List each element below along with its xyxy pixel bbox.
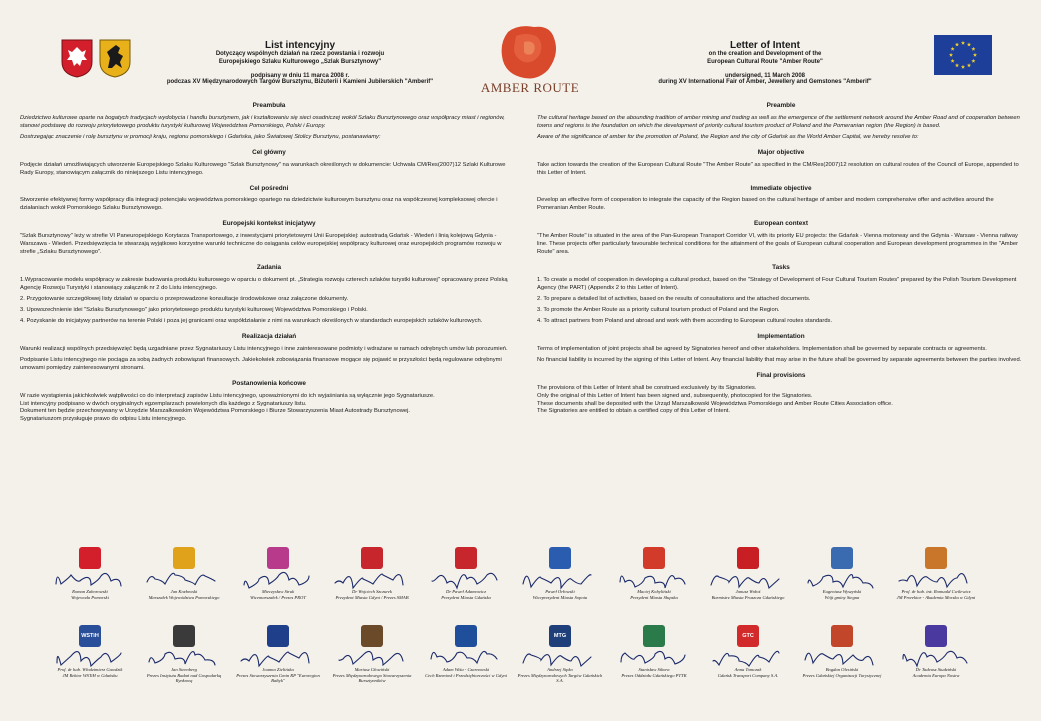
right-heading-immediate-objective: Immediate objective — [750, 184, 812, 192]
left-signed-date: podpisany w dniu 11 marca 2008 r. — [250, 72, 350, 79]
signatory-title: Prezes Międzynarodowego Stowarzyszenia Bursztynników — [332, 672, 412, 684]
right-header — [620, 40, 910, 86]
signatory — [703, 625, 793, 678]
left-task-3: 3. Upowszechnienie idei "Szlaku Bursztynowego" jako priorytetowego produktu turystyki kulturowej Województwa Pomorskiego i Polski. — [20, 306, 368, 313]
signatory-name: Prof. dr hab. inż. Romuald Cwilewicz — [901, 589, 971, 594]
left-heading-preamble: Preambuła — [252, 102, 286, 109]
english-text-column — [537, 95, 1025, 416]
right-heading-tasks: Tasks — [772, 264, 790, 272]
signatory-name: Joanna Zielińska — [262, 667, 294, 672]
signatory-emblem-icon — [831, 625, 853, 647]
signatory — [233, 547, 323, 600]
signatory-emblem-icon — [79, 547, 101, 569]
left-intermediate-goal-para: Stworzenie efektywnej formy współpracy dla integracji potencjału województwa pomorskiego opartego na dziedzictwie kulturowym bursztynu oraz na współczesnej kompleksowej ofercie i działaniach wokół Pomorskiego Szlaku Bursztynowego. — [20, 197, 498, 212]
left-preamble-para-2: Dostrzegając znaczenie i rolę bursztynu w promocji kraju, regionu pomorskiego i Gdańska, jako Światowej Stolicy Bursztynu, postanawiamy: — [20, 133, 381, 140]
right-heading-major-objective: Major objective — [757, 148, 805, 156]
right-subtitle-1: on the creation and Development of the — [708, 51, 822, 57]
signatory-title: JM Prorektor - Akademia Morska w Gdyni — [896, 594, 976, 600]
pomorskie-griffin-crest — [98, 38, 132, 78]
signatory-emblem-icon — [361, 547, 383, 569]
right-implementation-para-1: Terms of implementation of joint projects shall be agreed by Signatories hereof and other stakeholders. Implementation shall be governed by separate contracts or agreements. — [537, 345, 987, 352]
left-heading-implementation: Realizacja działań — [241, 332, 297, 340]
signatory-title: Gdańsk Transport Company S.A. — [717, 672, 779, 678]
signatory-name: Bogdan Olesiński — [825, 667, 859, 672]
signatory-emblem-icon — [173, 547, 195, 569]
signatory — [327, 547, 417, 600]
right-heading-preamble: Preamble — [766, 102, 796, 109]
signatory — [45, 625, 135, 678]
signatory-title: Burmistrz Miasta Pruszcza Gdańskiego — [711, 594, 785, 600]
signatory-emblem-icon — [455, 547, 477, 569]
signatory — [139, 625, 229, 684]
signatory-name: Paweł Orłowski — [545, 589, 575, 594]
signatory-title: Prezes Stowarzyszenia Gmin RP "Euroregion Bałtyk" — [236, 672, 320, 684]
left-subtitle-1: Dotyczący wspólnych działań na rzecz powstania i rozwoju — [215, 51, 385, 57]
signatory-title: Prezydent Miasta Słupska — [630, 594, 678, 600]
signatory — [139, 547, 229, 600]
signatory-title: JM Rektor WSTiH w Gdańsku — [62, 672, 118, 678]
left-final-3: Dokument ten będzie przechowywany w Urzędzie Marszałkowskim Województwa Pomorskiego i Biurze Stowarzyszenia Miast Autostrady Bursztynowej. — [20, 408, 411, 415]
signatory-name: Maciej Kobyliński — [637, 589, 671, 594]
right-task-2: 2. To prepare a detailed list of activities, based on the results of consultations and the attached documents. — [537, 295, 811, 302]
signatory-name: Mariusz Głowiński — [354, 667, 390, 672]
left-task-1: 1.Wypracowanie modelu współpracy w zakresie budowania produktu kulturowego w oparciu o dokument pt. „Strategia rozwoju czterech szlaków turystki kulturowej" opracowany przez Polską Agencję Rozwoju Turystyki i stanowiący załącznik nr 2 do Listu intencyjnego. — [20, 276, 508, 291]
left-final-2: List intencyjny podpisano w dwóch oryginalnych egzemplarzach powielonych dla każdego z Sygnatariuszy listu. — [20, 400, 307, 407]
signatory-title: Prezydent Miasta Gdyni / Prezes SMAB — [335, 594, 409, 600]
right-implementation-para-2: No financial liability is incurred by the signing of this Letter of Intent. Any financial liability that may arise in the future shall be governed by separate agreements between the parties involved. — [537, 356, 1022, 363]
right-final-2: Only the original of this Letter of Intent has been signed and, subsequently, photocopied for the Signatories. — [537, 392, 813, 399]
signatory-title: Academia Europa Nostra — [912, 672, 960, 678]
signatory-title: Prezes Międzynarodowych Targów Gdańskich S.A. — [517, 672, 603, 684]
signatory-emblem-icon — [173, 625, 195, 647]
right-event: during XV International Fair of Amber, Jewellery and Gemstones "Amberif" — [658, 78, 872, 85]
amber-route-logo-text: AMBER ROUTE — [480, 80, 580, 95]
signatory-emblem-icon: MTG — [549, 625, 571, 647]
signatory-name: Stanisław Sikora — [638, 667, 670, 672]
left-title: List intencyjny — [264, 40, 335, 51]
right-subtitle-2: European Cultural Route "Amber Route" — [707, 58, 823, 65]
signatory-emblem-icon — [643, 625, 665, 647]
right-heading-final: Final provisions — [756, 371, 806, 379]
left-implementation-para-1: Warunki realizacji wspólnych przedsięwzięć będą uzgadniane przez Sygnatariuszy Listu intencyjnego i inne zainteresowane podmioty i wdrażane w ramach odrębnych umów lub porozumień. — [20, 345, 508, 352]
signatory — [515, 547, 605, 600]
signatory-emblem-icon — [267, 625, 289, 647]
left-heading-intermediate-goal: Cel pośredni — [249, 184, 289, 192]
signatory-emblem-icon — [267, 547, 289, 569]
signatory — [609, 547, 699, 600]
right-preamble-para-2: Aware of the significance of amber for the promotion of Poland, the Region and the city of Gdańsk as the World Amber Capital, we hereby resolve to: — [537, 133, 919, 140]
signatory-name: Jan Steenberg — [171, 667, 197, 672]
left-event: podczas XV Międzynarodowych Targów Bursztynu, Biżuterii i Kamieni Jubilerskich "Amberif" — [166, 78, 434, 85]
right-signed-date: undersigned, 11 March 2008 — [724, 72, 806, 79]
signatory — [45, 547, 135, 600]
signatory-title: Cech Rzemiosł i Przedsiębiorczości w Gdyni — [425, 672, 507, 678]
signatory-name: Prof. dr hab. Włodzimierz Gawdzik — [57, 667, 123, 672]
signatory-title: Wójt gminy Stegna — [824, 594, 860, 600]
signatory — [891, 547, 981, 600]
signatory-emblem-icon: GTC — [737, 625, 759, 647]
left-european-context-para: "Szlak Bursztynowy" leży w strefie VI Paneuropejskiego Korytarza Transportowego, z inwestycjami priorytetowymi Unii Europejskiej: autostradą Gdańsk - Wiedeń i linią kolejową Gdynia - Warszawa - Wiedeń. Przedsięwzięcia te stwarzają wyjątkowo korzystne warunki techniczne do osiągania celów europejskiej współpracy kulturowej oraz europejskich programów rozwoju w strefie „Szlaku Bursztynowego". — [20, 233, 502, 256]
signatory-name: Mieczysław Struk — [261, 589, 295, 594]
right-major-objective-para: Take action towards the creation of the European Cultural Route "The Amber Route" as specified in the CM/Res(2007)12 resolution on cultural routes of the Council of Europe, appended to this Letter of Intent. — [537, 161, 1019, 176]
left-heading-main-goal: Cel główny — [252, 148, 286, 156]
signatory — [797, 547, 887, 600]
signatory-name: Dr Wojciech Szczurek — [352, 589, 392, 594]
signatory-name: Andrzej Sipko — [547, 667, 573, 672]
left-implementation-para-2: Podpisanie Listu intencyjnego nie pociąga za sobą żadnych zobowiązań finansowych. Jakiekolwiek zobowiązania finansowe mogące się pojawić w przyszłości będą regulowane odrębnymi umowami pomiędzy zainteresowanymi stronami. — [20, 356, 502, 371]
left-main-goal-para: Podjęcie działań umożliwiających utworzenie Europejskiego Szlaku Kulturowego "Szlak Bursztynowy" na warunkach określonych w dokumencie: Uchwała CM/Res(2007)12 Szlaki Kulturowe Rady Europy, stanowiącym załącznik do niniejszego Listu intencyjnego. — [20, 161, 506, 176]
signatory-name: Dr Tadeusz Studziński — [915, 667, 957, 672]
signatory-name: Jan Kozłowski — [170, 589, 198, 594]
right-task-3: 3. To promote the Amber Route as a priority cultural tourism product of Poland and the Region. — [537, 306, 780, 313]
signatory-emblem-icon: WSTiH — [79, 625, 101, 647]
signatory — [797, 625, 887, 678]
left-final-1: W razie wystąpienia jakichkolwiek wątpliwości co do interpretacji zapisów Listu intencyjnego, upoważnionymi do ich wyjaśniania są wyłącznie jego Sygnatariusze. — [20, 392, 435, 399]
left-task-4: 4. Pozyskanie do inicjatywy partnerów na terenie Polski i poza jej granicami oraz współdziałanie z nimi na warunkach określonych w standardach europejskich szlaków kulturowych. — [20, 317, 483, 324]
right-final-1: The provisions of this Letter of Intent shall be construed exclusively by its Signatories. — [537, 384, 757, 391]
signatory-emblem-icon — [831, 547, 853, 569]
left-subtitle-2: Europejskiego Szlaku Kulturowego „Szlak Bursztynowy" — [218, 58, 382, 65]
right-heading-implementation: Implementation — [757, 332, 805, 340]
signatory-title: Prezydent Miasta Gdańska — [441, 594, 491, 600]
signatory-title: Prezes Oddziału Gdańskiego PTTK — [621, 672, 687, 678]
signatory — [421, 547, 511, 600]
left-heading-european-context: Europejski kontekst inicjatywy — [222, 220, 316, 228]
signatory-name: Janusz Wołoś — [735, 589, 761, 594]
right-immediate-objective-para: Develop an effective form of cooperation to integrate the capacity of the Region based on the cultural heritage of amber and modern comprehensive offer and activities around the Pomeranian Amber Route. — [537, 197, 994, 212]
signatory-name: Eugeniusz Wyszyński — [822, 589, 862, 594]
signatory — [421, 625, 511, 678]
signatory — [609, 625, 699, 678]
right-final-3: These documents shall be deposited with the Urząd Marszałkowski Województwa Pomorskiego and Amber Route Cities Association office. — [537, 400, 893, 407]
eu-flag-icon — [934, 35, 992, 75]
signatory-title: Prezes Gdańskiej Organizacji Turystycznej — [802, 672, 882, 678]
signatory-name: Roman Zaborowski — [72, 589, 108, 594]
left-heading-final: Postanowienia końcowe — [232, 379, 306, 387]
signatory-title: Wiceprezydent Miasta Sopotu — [532, 594, 588, 600]
signatory-name: Anna Tomczak — [734, 667, 762, 672]
signatory — [515, 625, 605, 684]
signatory-emblem-icon — [925, 625, 947, 647]
right-preamble-para-1: The cultural heritage based on the abounding tradition of amber mining and trading as well as the emergence of the settlement network around the Amber Road and of cooperation between towns and regions is the foundation on which the development of priority cultural tourism product of Poland and the Pomeranian region (the Region) is based. — [537, 114, 1020, 129]
right-heading-european-context: European context — [754, 220, 808, 228]
signatory-title: Marszałek Województwa Pomorskiego — [148, 594, 220, 600]
left-final-4: Sygnatariuszom przysługuje prawo do odpisu Listu intencyjnego. — [20, 416, 187, 423]
signatory — [891, 625, 981, 678]
right-task-1: 1. To create a model of cooperation in developing a cultural product, based on the "Strategy of Development of Four Cultural Tourism Routes" prepared by the Polish Tourism Development Agency (the PART) (Appendix 2 to this Letter of Intent). — [537, 276, 1017, 291]
left-preamble-para-1: Dziedzictwo kulturowe oparte na bogatych tradycjach wydobycia i handlu bursztynem, jak i kształtowaniu się sieci osadniczej wokół Szlaku Bursztynowego oraz współpracy miast i regionów, stanowi podstawę do rozwoju priorytetowego produktu turystyki kulturowej Województwa Pomorskiego, Polski i Europy. — [20, 114, 505, 129]
signatory-emblem-icon — [643, 547, 665, 569]
signatory-title: Prezes Instytutu Badań nad Gospodarką Rynkową — [146, 672, 222, 684]
left-task-2: 2. Przygotowanie szczegółowej listy działań w oparciu o przeprowadzone konsultacje środowiskowe oraz załączone dokumenty. — [20, 295, 349, 302]
polish-text-column — [20, 95, 518, 424]
left-heading-tasks: Zadania — [256, 264, 282, 272]
signatory-emblem-icon — [549, 547, 571, 569]
signatory — [233, 625, 323, 684]
signatory — [703, 547, 793, 600]
poland-eagle-crest — [60, 38, 94, 78]
left-header — [150, 40, 450, 86]
signatory-name: Adam Wiśa - Czarnowski — [442, 667, 490, 672]
signatory-emblem-icon — [361, 625, 383, 647]
right-final-4: The Signatories are entitled to obtain a certified copy of this Letter of Intent. — [537, 408, 731, 415]
signatory-title: Wicemarszałek / Prezes PROT — [250, 594, 306, 600]
signatory-emblem-icon — [455, 625, 477, 647]
signatory-emblem-icon — [737, 547, 759, 569]
signatory — [327, 625, 417, 684]
right-title: Letter of Intent — [730, 40, 800, 51]
signatory-emblem-icon — [925, 547, 947, 569]
right-european-context-para: "The Amber Route" is situated in the area of the Pan-European Transport Corridor VI, with its priority EU projects: the Gdańsk - Vienna motorway and the Gdynia - Warsaw - Vienna railway line. These projects offer particularly favourable technical conditions for the attainment of the goals of European cultural cooperation and European development programmes in the "Amber Route" area. — [537, 233, 1019, 256]
signatory-name: Dr Paweł Adamowicz — [446, 589, 486, 594]
signatory-title: Wojewoda Pomorski — [71, 594, 109, 600]
right-task-4: 4. To attract partners from Poland and abroad and work with them according to European cultural routes standards. — [537, 317, 833, 324]
